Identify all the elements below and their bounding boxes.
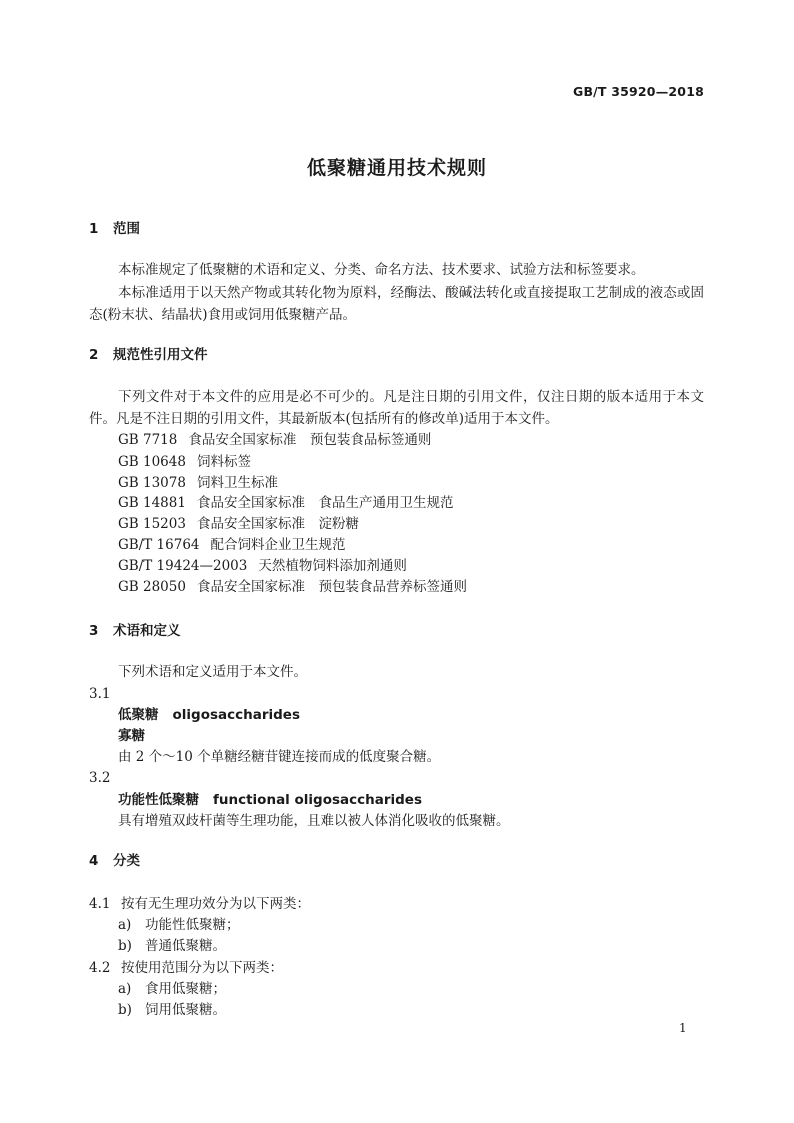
reference-code: GB 13078	[118, 475, 186, 491]
list-item: 饲用低聚糖。	[145, 1002, 226, 1018]
list-item-mark: a)	[118, 917, 132, 933]
term-chinese: 低聚糖	[118, 707, 159, 723]
reference-entry	[118, 577, 467, 597]
reference-entry	[118, 535, 346, 555]
reference-entry	[118, 493, 453, 513]
reference-title: 食品安全国家标准 预包装食品营养标签通则	[196, 579, 467, 595]
reference-code: GB 28050	[118, 579, 186, 595]
list-item-mark: a)	[118, 981, 132, 997]
section-1-paragraph-2-line-1: 本标准适用于以天然产物或其转化物为原料，经酶法、酸碱法转化或直接提取工艺制成的液态或固	[118, 285, 704, 301]
page-number: 1	[679, 1021, 687, 1035]
clause-text: 按有无生理功效分为以下两类：	[121, 896, 310, 912]
term-definition: 由 2 个～10 个单糖经糖苷键连接而成的低度聚合糖。	[118, 749, 441, 765]
reference-entry	[118, 473, 278, 493]
reference-entry	[118, 430, 431, 450]
section-4-heading: 分类	[113, 853, 140, 869]
reference-title: 饲料卫生标准	[196, 475, 278, 491]
term-number: 3.2	[89, 770, 111, 786]
reference-code: GB 15203	[118, 516, 186, 532]
term-definition: 具有增殖双歧杆菌等生理功能，且难以被人体消化吸收的低聚糖。	[118, 813, 510, 829]
section-3-intro: 下列术语和定义适用于本文件。	[118, 664, 307, 680]
term-chinese: 功能性低聚糖	[118, 792, 199, 808]
section-1-paragraph-2-line-2: 态(粉末状、结晶状)食用或饲用低聚糖产品。	[89, 307, 357, 323]
section-2-intro-line-2: 件。凡是不注日期的引用文件，其最新版本(包括所有的修改单)适用于本文件。	[89, 411, 559, 427]
section-1-number: 1	[89, 221, 99, 237]
list-item-mark: b)	[118, 938, 132, 954]
term-heading	[118, 790, 422, 810]
term-number: 3.1	[89, 686, 111, 702]
section-2-number: 2	[89, 347, 99, 363]
reference-code: GB 10648	[118, 454, 186, 470]
reference-title: 食品安全国家标准 淀粉糖	[196, 516, 359, 532]
clause-number: 4.1	[89, 896, 111, 912]
reference-title: 配合饲料企业卫生规范	[210, 537, 346, 553]
clause-number: 4.2	[89, 960, 111, 976]
reference-code: GB/T 16764	[118, 537, 200, 553]
document-title: 低聚糖通用技术规则	[306, 157, 487, 179]
list-item: 普通低聚糖。	[145, 938, 226, 954]
section-1-paragraph-1: 本标准规定了低聚糖的术语和定义、分类、命名方法、技术要求、试验方法和标签要求。	[118, 262, 645, 278]
section-1-heading: 范围	[113, 221, 140, 237]
clause-text: 按使用范围分为以下两类：	[121, 960, 283, 976]
list-item-mark: b)	[118, 1002, 132, 1018]
list-item: 功能性低聚糖；	[145, 917, 240, 933]
list-item: 食用低聚糖；	[145, 981, 226, 997]
reference-entry	[118, 452, 251, 472]
reference-entry	[118, 556, 407, 576]
reference-code: GB/T 19424—2003	[118, 558, 248, 574]
section-2-heading: 规范性引用文件	[113, 347, 208, 363]
reference-title: 饲料标签	[196, 454, 251, 470]
section-2-intro-line-1: 下列文件对于本文件的应用是必不可少的。凡是注日期的引用文件，仅注日期的版本适用于本文	[118, 389, 704, 405]
section-3-heading: 术语和定义	[113, 623, 181, 639]
term-english: oligosaccharides	[172, 707, 300, 723]
term-heading	[118, 705, 300, 725]
term-english: functional oligosaccharides	[213, 792, 422, 808]
reference-code: GB 14881	[118, 495, 186, 511]
section-3-number: 3	[89, 623, 99, 639]
reference-title: 食品安全国家标准 食品生产通用卫生规范	[196, 495, 454, 511]
reference-title: 天然植物饲料添加剂通则	[258, 558, 407, 574]
reference-title: 食品安全国家标准 预包装食品标签通则	[188, 432, 432, 448]
section-4-number: 4	[89, 853, 99, 869]
reference-code: GB 7718	[118, 432, 178, 448]
standard-code: GB/T 35920—2018	[572, 84, 704, 99]
term-synonym: 寡糖	[118, 728, 145, 744]
reference-entry	[118, 514, 359, 534]
